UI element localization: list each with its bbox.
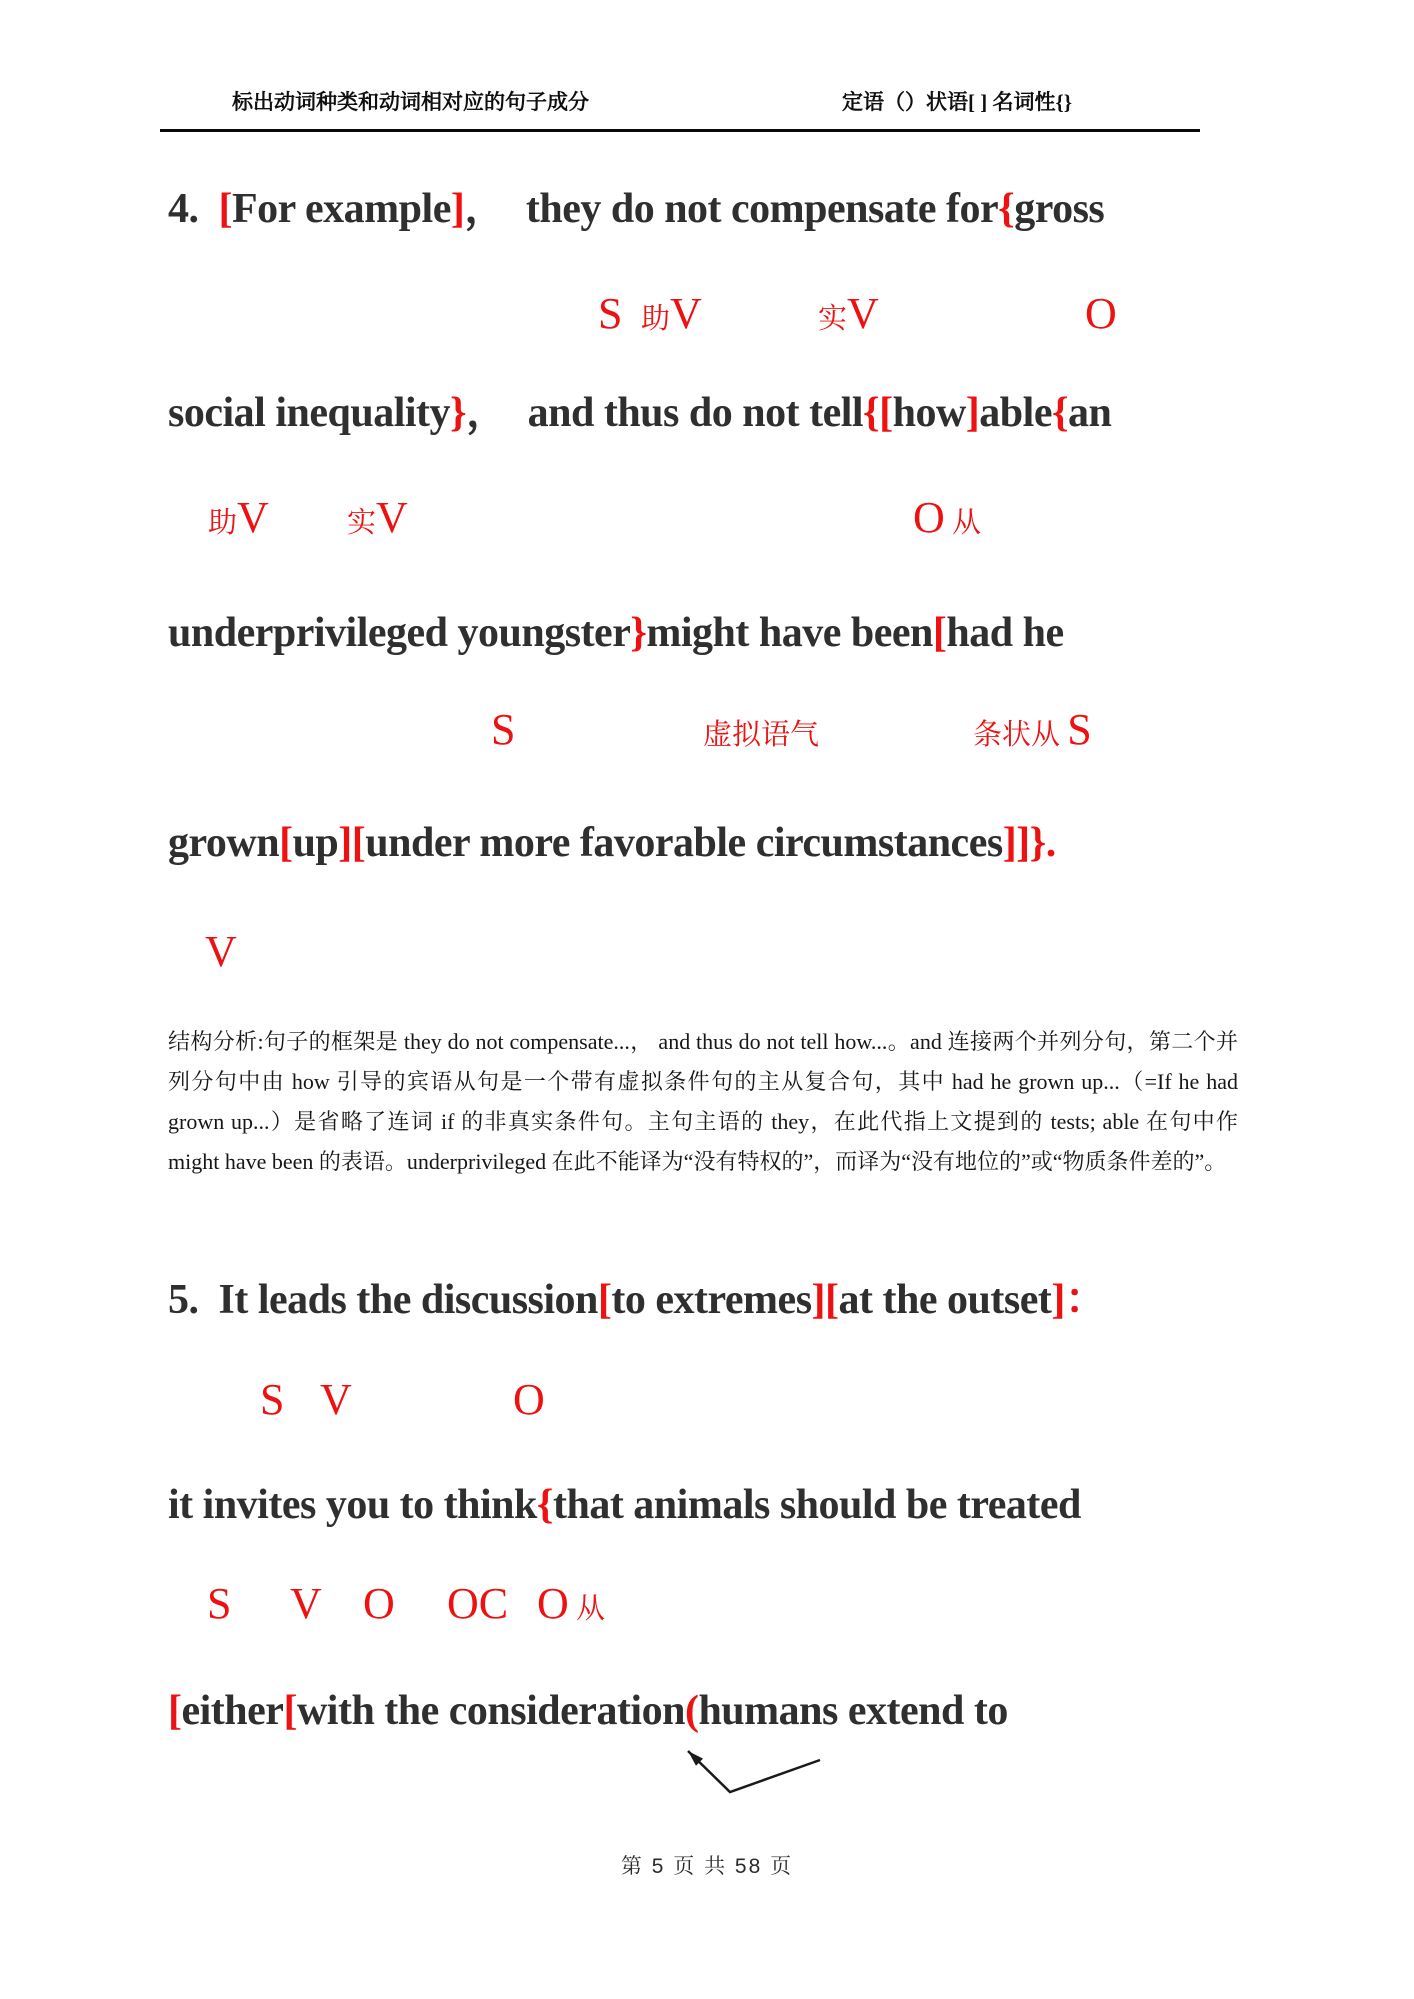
grammar-tag-aux-verb: 助V: [641, 289, 702, 338]
grammar-tag-subject: S: [260, 1375, 285, 1424]
sentence-line-5c: [either[with the consideration(humans extend to: [168, 1688, 1008, 1734]
grammar-annotation-row: [168, 1376, 1268, 1430]
grammar-tag-object: O: [363, 1579, 395, 1628]
structure-analysis-paragraph: 结构分析:句子的框架是 they do not compensate...， and thus do not tell how...。and 连接两个并列分句，第二个并列分句中由 how 引导的宾语从句是一个带有虚拟条件句的主从复合句，其中 had he grown up...（=If he had grown up...）是省略了连词 if 的非真实条件句。主句主语的 they，在此代指上文提到的 tests; able 在句中作 might have been 的表语。underprivileged 在此不能译为“没有特权的”，而译为“没有地位的”或“物质条件差的”。: [168, 1029, 1238, 1174]
grammar-tag-subject: S: [491, 705, 516, 754]
page-number: 第 5 页 共 58 页: [620, 1855, 794, 1878]
grammar-annotation-row: [168, 928, 1268, 982]
grammar-tag-object-complement: OC: [447, 1579, 509, 1628]
grammar-annotation-row: [168, 494, 1268, 548]
grammar-tag-main-verb: 实V: [818, 289, 879, 338]
grammar-tag-object: O: [513, 1375, 545, 1424]
sentence-line-5a: 5. It leads the discussion[to extremes][at the outset]：: [168, 1277, 1107, 1323]
hand-drawn-arrow: [640, 1738, 840, 1808]
grammar-tag-subjunctive: 虚拟语气: [703, 719, 820, 751]
sentence-line-4a: 4. [For example]， they do not compensate for{gross: [168, 186, 1105, 232]
sentence-line-4b: social inequality}， and thus do not tell{[how]able{an: [168, 390, 1112, 436]
grammar-tag-conditional-clause: 条状从 S: [973, 705, 1092, 754]
grammar-tag-aux-verb: 助V: [208, 493, 269, 542]
grammar-tag-object-clause: O 从: [913, 493, 982, 542]
sentence-line-4c: underprivileged youngster}might have been[had he: [168, 610, 1064, 656]
header-legend: 定语（）状语[ ] 名词性{}: [842, 90, 1073, 114]
grammar-tag-main-verb: 实V: [347, 493, 408, 542]
grammar-annotation-row: [168, 706, 1268, 760]
grammar-tag-verb: V: [290, 1579, 322, 1628]
grammar-tag-verb: V: [320, 1375, 352, 1424]
header-divider: [160, 129, 1200, 132]
grammar-tag-subject: S: [598, 289, 623, 338]
sentence-line-4d: grown[up][under more favorable circumstances]]}.: [168, 820, 1056, 866]
grammar-annotation-row: [168, 290, 1268, 344]
grammar-tag-verb: V: [205, 927, 237, 976]
grammar-tag-object-clause: O 从: [537, 1579, 606, 1628]
grammar-tag-object: O: [1085, 289, 1117, 338]
header-left-title: 标出动词种类和动词相对应的句子成分: [232, 90, 589, 114]
sentence-line-5b: it invites you to think{that animals should be treated: [168, 1482, 1081, 1528]
grammar-annotation-row: [168, 1580, 1268, 1634]
grammar-tag-subject: S: [207, 1579, 232, 1628]
